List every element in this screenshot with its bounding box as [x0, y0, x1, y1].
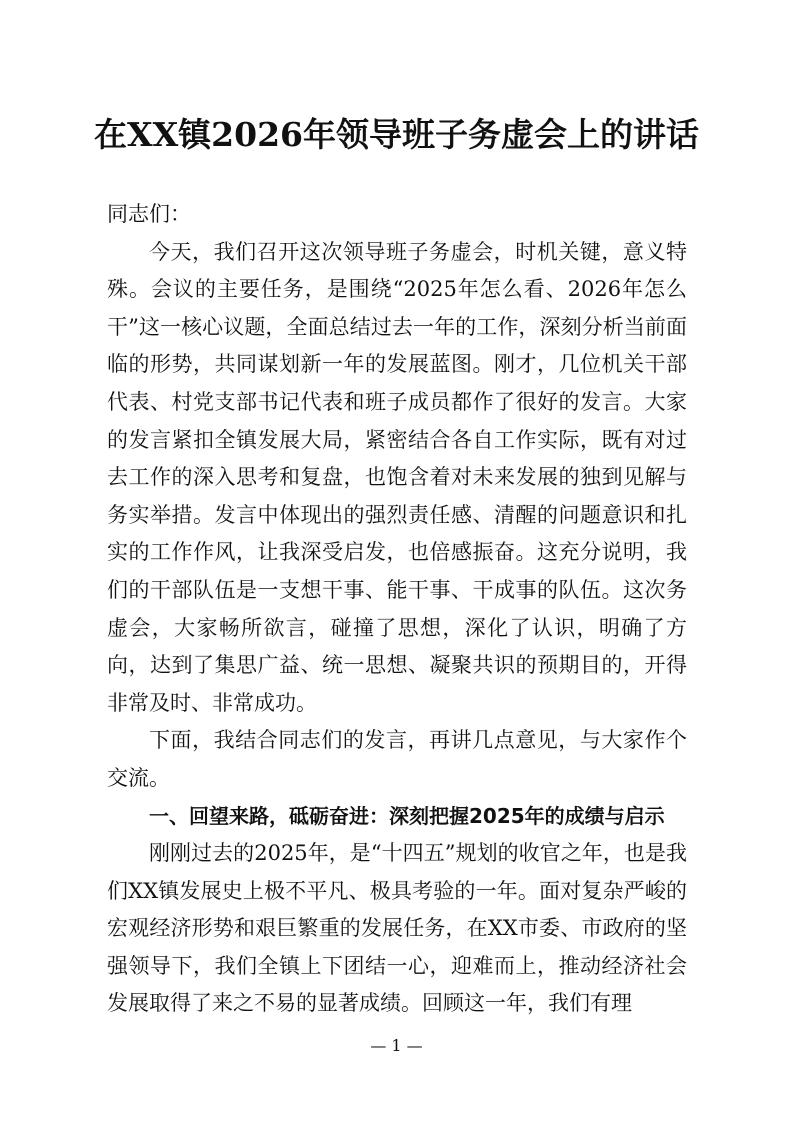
body-paragraph-2: 下面，我结合同志们的发言，再讲几点意见，与大家作个交流。 — [107, 728, 687, 790]
salutation: 同志们： — [107, 202, 191, 226]
document-body — [107, 196, 687, 1023]
section-heading: 一、回望来路，砥砺奋进：深刻把握2025年的成绩与启示 — [149, 803, 665, 828]
page-number: — 1 — — [370, 1036, 423, 1055]
body-paragraph-1: 今天，我们召开这次领导班子务虚会，时机关键，意义特殊。会议的主要任务，是围绕“2025年怎么看、2026年怎么干”这一核心议题，全面总结过去一年的工作，深刻分析当前面临的形势，共同谋划新一年的发展蓝图。刚才，几位机关干部代表、村党支部书记代表和班子成员都作了很好的发言。大家的发言紧扣全镇发展大局，紧密结合各自工作实际，既有对过去工作的深入思考和复盘，也饱含着对未来发展的独到见解与务实举措。发言中体现出的强烈责任感、清醒的问题意识和扎实的工作作风，让我深受启发，也倍感振奋。这充分说明，我们的干部队伍是一支想干事、能干事、干成事的队伍。这次务虚会，大家畅所欲言，碰撞了思想，深化了认识，明确了方向，达到了集思广益、统一思想、凝聚共识的预期目的，开得非常及时、非常成功。 — [107, 239, 687, 715]
document-title: 在XX镇2026年领导班子务虚会上的讲话 — [93, 115, 700, 154]
section-paragraph: 刚刚过去的2025年，是“十四五”规划的收官之年，也是我们XX镇发展史上极不平凡、极具考验的一年。面对复杂严峻的宏观经济形势和艰巨繁重的发展任务，在XX市委、市政府的坚强领导下，我们全镇上下团结一心，迎难而上，推动经济社会发展取得了来之不易的显著成绩。回顾这一年，我们有理 — [107, 841, 687, 1016]
